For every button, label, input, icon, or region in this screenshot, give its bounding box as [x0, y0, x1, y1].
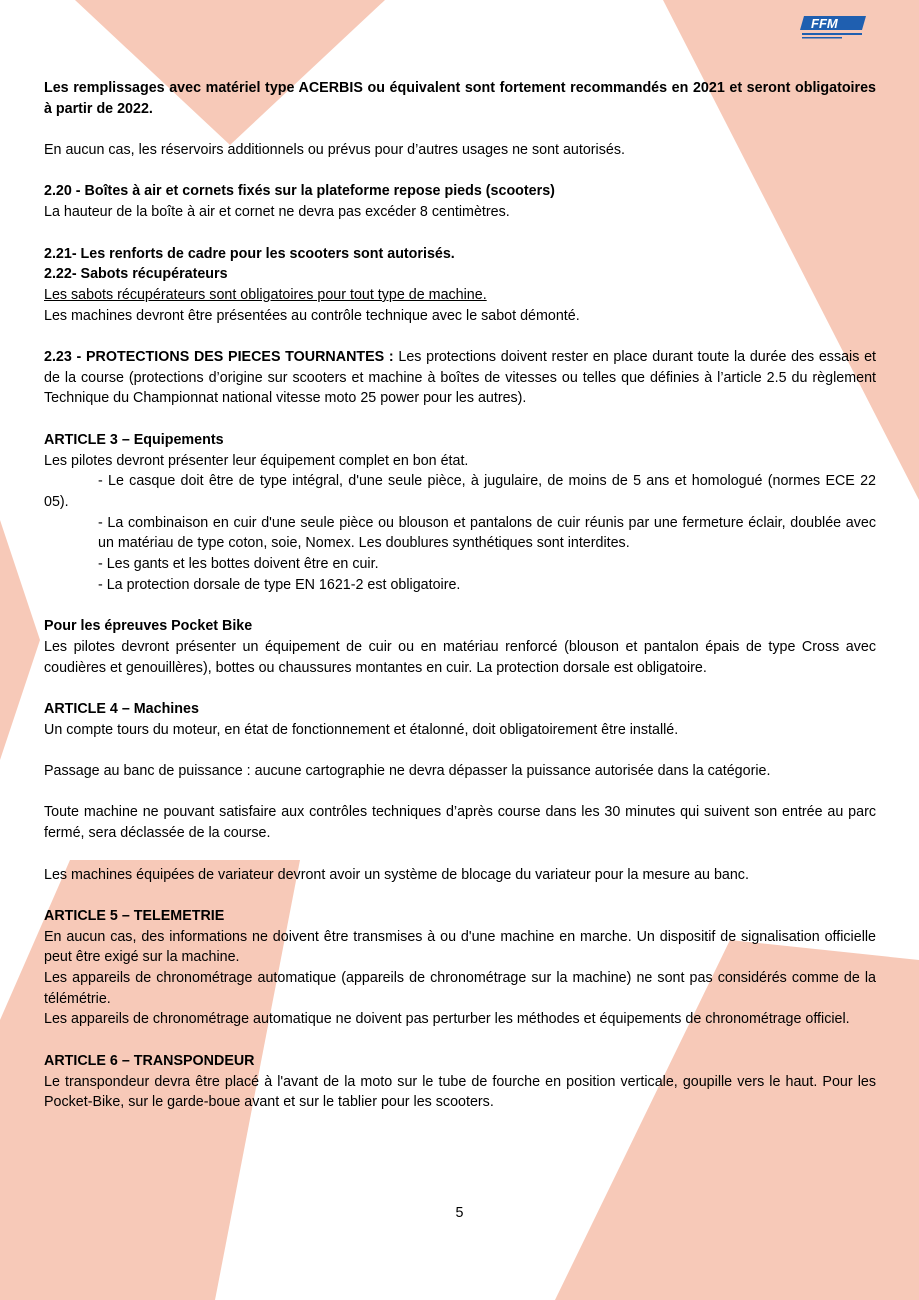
article-4-variator: Les machines équipées de variateur devront avoir un système de blocage du variateur pour la mesure au banc. [44, 866, 749, 883]
svg-text:FFM: FFM [811, 16, 838, 31]
article-5-title: ARTICLE 5 – TELEMETRIE [44, 907, 225, 924]
article-6-p1: Le transpondeur devra être placé à l'avant de la moto sur le tube de fourche en position verticale, goupille vers le haut. Pour les Pocket-Bike, sur le garde-boue avant et sur le tablier pour les scooters. [44, 1073, 876, 1111]
article-5-p1: En aucun cas, des informations ne doivent être transmises à ou d'une machine en marche. Un dispositif de signalisation officielle peut être exigé sur la machine. [44, 928, 876, 966]
article-3-title: ARTICLE 3 – Equipements [44, 431, 224, 448]
page-number: 5 [455, 1205, 464, 1221]
article-3-intro: Les pilotes devront présenter leur équipement complet en bon état. [44, 452, 469, 469]
article-4-title: ARTICLE 4 – Machines [44, 700, 199, 717]
paragraph-reservoirs: En aucun cas, les réservoirs additionnels ou prévus pour d’autres usages ne sont autorisés. [44, 142, 625, 159]
article-4-dyno: Passage au banc de puissance : aucune cartographie ne devra dépasser la puissance autorisée dans la catégorie. [44, 763, 771, 780]
article-5-p3: Les appareils de chronométrage automatique ne doivent pas perturber les méthodes et équipements de chronométrage officiel. [44, 1011, 850, 1028]
article-6-title: ARTICLE 6 – TRANSPONDEUR [44, 1052, 255, 1069]
section-2-20-text: La hauteur de la boîte à air et cornet ne devra pas excéder 8 centimètres. [44, 204, 510, 221]
article-3-item-suit: - La combinaison en cuir d'une seule pièce ou blouson et pantalons de cuir réunis par une fermeture éclair, doublée avec un matériau de type coton, soie, Nomex. Les doublures synthétiques sont interdites. [98, 514, 876, 552]
document-body [44, 78, 876, 1113]
article-3-item-back-protector: - La protection dorsale de type EN 1621-2 est obligatoire. [98, 576, 461, 593]
ffm-logo [798, 14, 868, 42]
triangle-bottom-left-edge [0, 520, 40, 760]
section-2-22-text: Les machines devront être présentées au contrôle technique avec le sabot démonté. [44, 307, 580, 324]
article-4-parc-ferme: Toute machine ne pouvant satisfaire aux contrôles techniques d’après course dans les 30 minutes qui suivent son entrée au parc fermé, sera déclassée de la course. [44, 804, 876, 842]
pocket-bike-text: Les pilotes devront présenter un équipement de cuir ou en matériau renforcé (blouson et pantalon épais de type Cross avec coudières et genouillères), bottes ou chaussures montantes en cuir. La protection dorsale est obligatoire. [44, 638, 876, 676]
pocket-bike-title: Pour les épreuves Pocket Bike [44, 618, 253, 635]
section-2-22-title: 2.22- Sabots récupérateurs [44, 266, 228, 283]
section-2-23-text: Les protections doivent rester en place durant toute la durée des essais et de la course (protections d’origine sur scooters et machine à boîtes de vitesses ou telles que définies à l’article 2.5 du règlement Technique du Championnat national vitesse moto 25 power pour les autres). [44, 349, 876, 407]
paragraph-acerbis: Les remplissages avec matériel type ACERBIS ou équivalent sont fortement recommandés en 2021 et seront obligatoires à partir de 2022. [44, 80, 876, 117]
article-3-item-gloves: - Les gants et les bottes doivent être en cuir. [98, 556, 379, 573]
article-4-tachometer: Un compte tours du moteur, en état de fonctionnement et étalonné, doit obligatoirement être installé. [44, 721, 679, 738]
section-2-23-title: 2.23 - PROTECTIONS DES PIECES TOURNANTES : [44, 349, 394, 366]
article-5-p2: Les appareils de chronométrage automatique (appareils de chronométrage sur la machine) ne sont pas considérés comme de la télémétrie. [44, 970, 876, 1007]
section-2-22-underlined: Les sabots récupérateurs sont obligatoires pour tout type de machine. [44, 286, 487, 303]
article-3-item-helmet: - Le casque doit être de type intégral, d'une seule pièce, à jugulaire, de moins de 5 ans et homologué (normes ECE 22 05). [44, 473, 876, 510]
section-2-20-title: 2.20 - Boîtes à air et cornets fixés sur la plateforme repose pieds (scooters) [44, 183, 555, 200]
section-2-21-title: 2.21- Les renforts de cadre pour les scooters sont autorisés. [44, 245, 455, 262]
section-2-23 [44, 347, 876, 409]
